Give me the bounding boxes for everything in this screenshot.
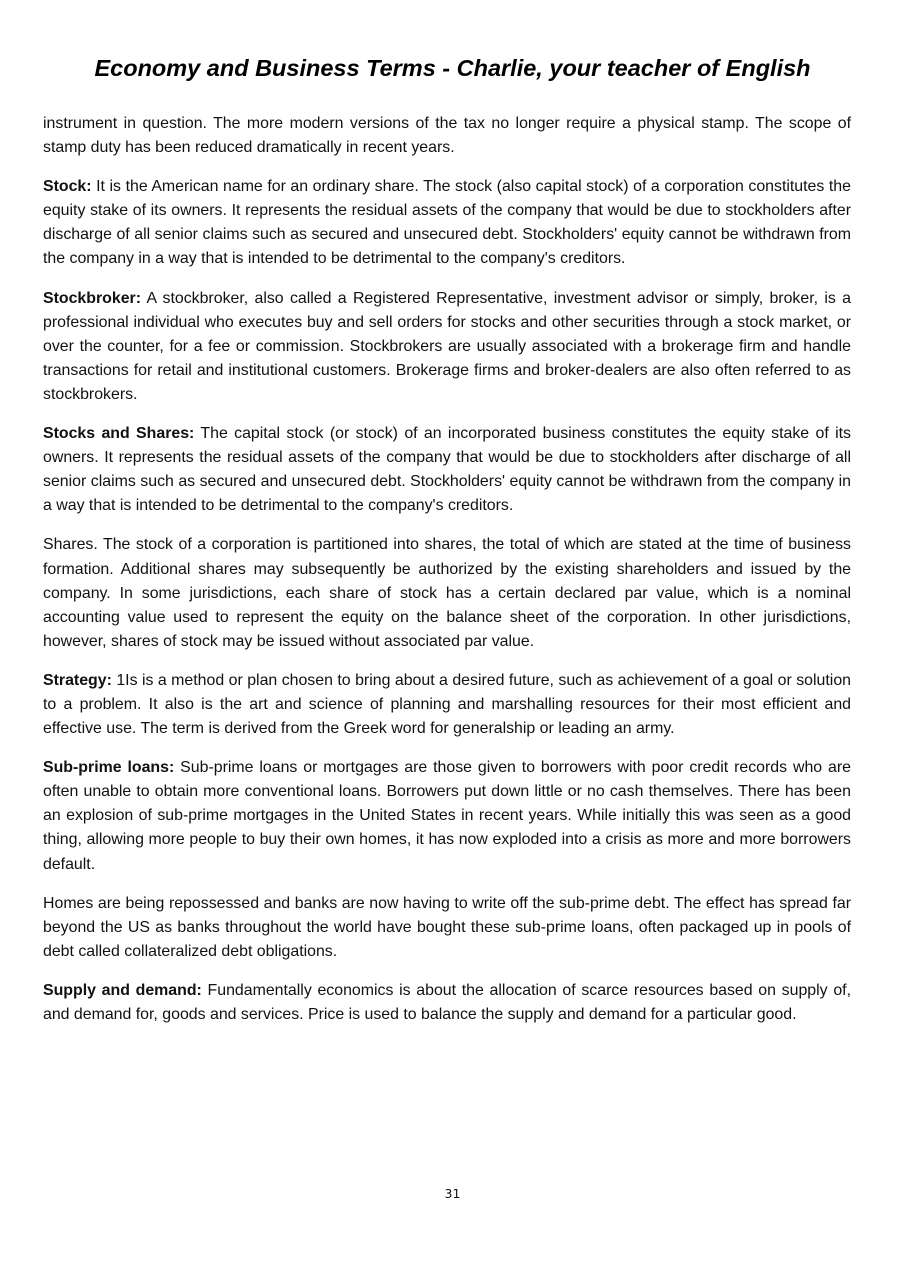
page-number: 31	[444, 1186, 461, 1201]
paragraph-text: instrument in question. The more modern versions of the tax no longer require a physical stamp. The scope of stamp duty has been reduced dramatically in recent years.	[43, 115, 851, 157]
entry-stocks-and-shares	[43, 422, 851, 518]
term-definition: It is the American name for an ordinary share. The stock (also capital stock) of a corporation constitutes the equity stake of its owners. It represents the residual assets of the company that would be due to stockholders after discharge of all senior claims such as secured and unsecured debt. Stockholders' equity cannot be withdrawn from the company in a way that is intended to be detrimental to the company's creditors.	[43, 178, 851, 268]
term-heading: Sub-prime loans:	[43, 759, 175, 777]
entry-sub-prime-loans	[43, 756, 851, 876]
term-definition: Sub-prime loans or mortgages are those given to borrowers with poor credit records who are often unable to obtain more conventional loans. Borrowers put down little or no cash themselves. There has been an explosion of sub-prime mortgages in the United States in recent years. While initially this was seen as a good thing, allowing more people to buy their own homes, it has now exploded into a crisis as more and more borrowers default.	[43, 759, 851, 873]
entry-stock	[43, 175, 851, 271]
term-heading: Stocks and Shares:	[43, 425, 195, 443]
term-definition: 1Is is a method or plan chosen to bring about a desired future, such as achievement of a goal or solution to a problem. It also is the art and science of planning and marshalling resources for their most efficient and effective use. The term is derived from the Greek word for generalship or leading an army.	[43, 671, 851, 738]
paragraph-stamp-duty-continued	[43, 112, 851, 160]
paragraph-text: Shares. The stock of a corporation is partitioned into shares, the total of which are stated at the time of business formation. Additional shares may subsequently be authorized by the existing shareholders and issued by the company. In some jurisdictions, each share of stock has a certain declared par value, which is a nominal accounting value used to represent the equity on the balance sheet of the corporation. In other jurisdictions, however, shares of stock may be issued without associated par value.	[43, 536, 851, 650]
page-title: Economy and Business Terms - Charlie, your teacher of English	[94, 55, 811, 81]
term-definition: The capital stock (or stock) of an incorporated business constitutes the equity stake of its owners. It represents the residual assets of the company that would be due to stockholders after discharge of all senior claims such as secured and unsecured debt. Stockholders' equity cannot be withdrawn from the company in a way that is intended to be detrimental to the company's creditors.	[43, 425, 851, 515]
term-definition: Fundamentally economics is about the allocation of scarce resources based on supply of, and demand for, goods and services. Price is used to balance the supply and demand for a particular good.	[43, 981, 851, 1023]
term-heading: Stock:	[43, 178, 92, 196]
document-body	[43, 112, 851, 1042]
entry-stockbroker	[43, 287, 851, 407]
paragraph-text: Homes are being repossessed and banks are now having to write off the sub-prime debt. The effect has spread far beyond the US as banks throughout the world have bought these sub-prime loans, often packaged up in pools of debt called collateralized debt obligations.	[43, 894, 851, 960]
entry-strategy	[43, 669, 851, 741]
entry-supply-and-demand	[43, 979, 851, 1027]
term-heading: Strategy:	[43, 671, 112, 689]
term-heading: Stockbroker:	[43, 289, 142, 307]
paragraph-homes-repossessed	[43, 892, 851, 964]
term-heading: Supply and demand:	[43, 981, 202, 999]
paragraph-shares	[43, 533, 851, 653]
term-definition: A stockbroker, also called a Registered Representative, investment advisor or simply, broker, is a professional individual who executes buy and sell orders for stocks and other securities through a stock market, or over the counter, for a fee or commission. Stockbrokers are usually associated with a brokerage firm and handle transactions for retail and institutional customers. Brokerage firms and broker-dealers are also often referred to as stockbrokers.	[43, 289, 851, 403]
